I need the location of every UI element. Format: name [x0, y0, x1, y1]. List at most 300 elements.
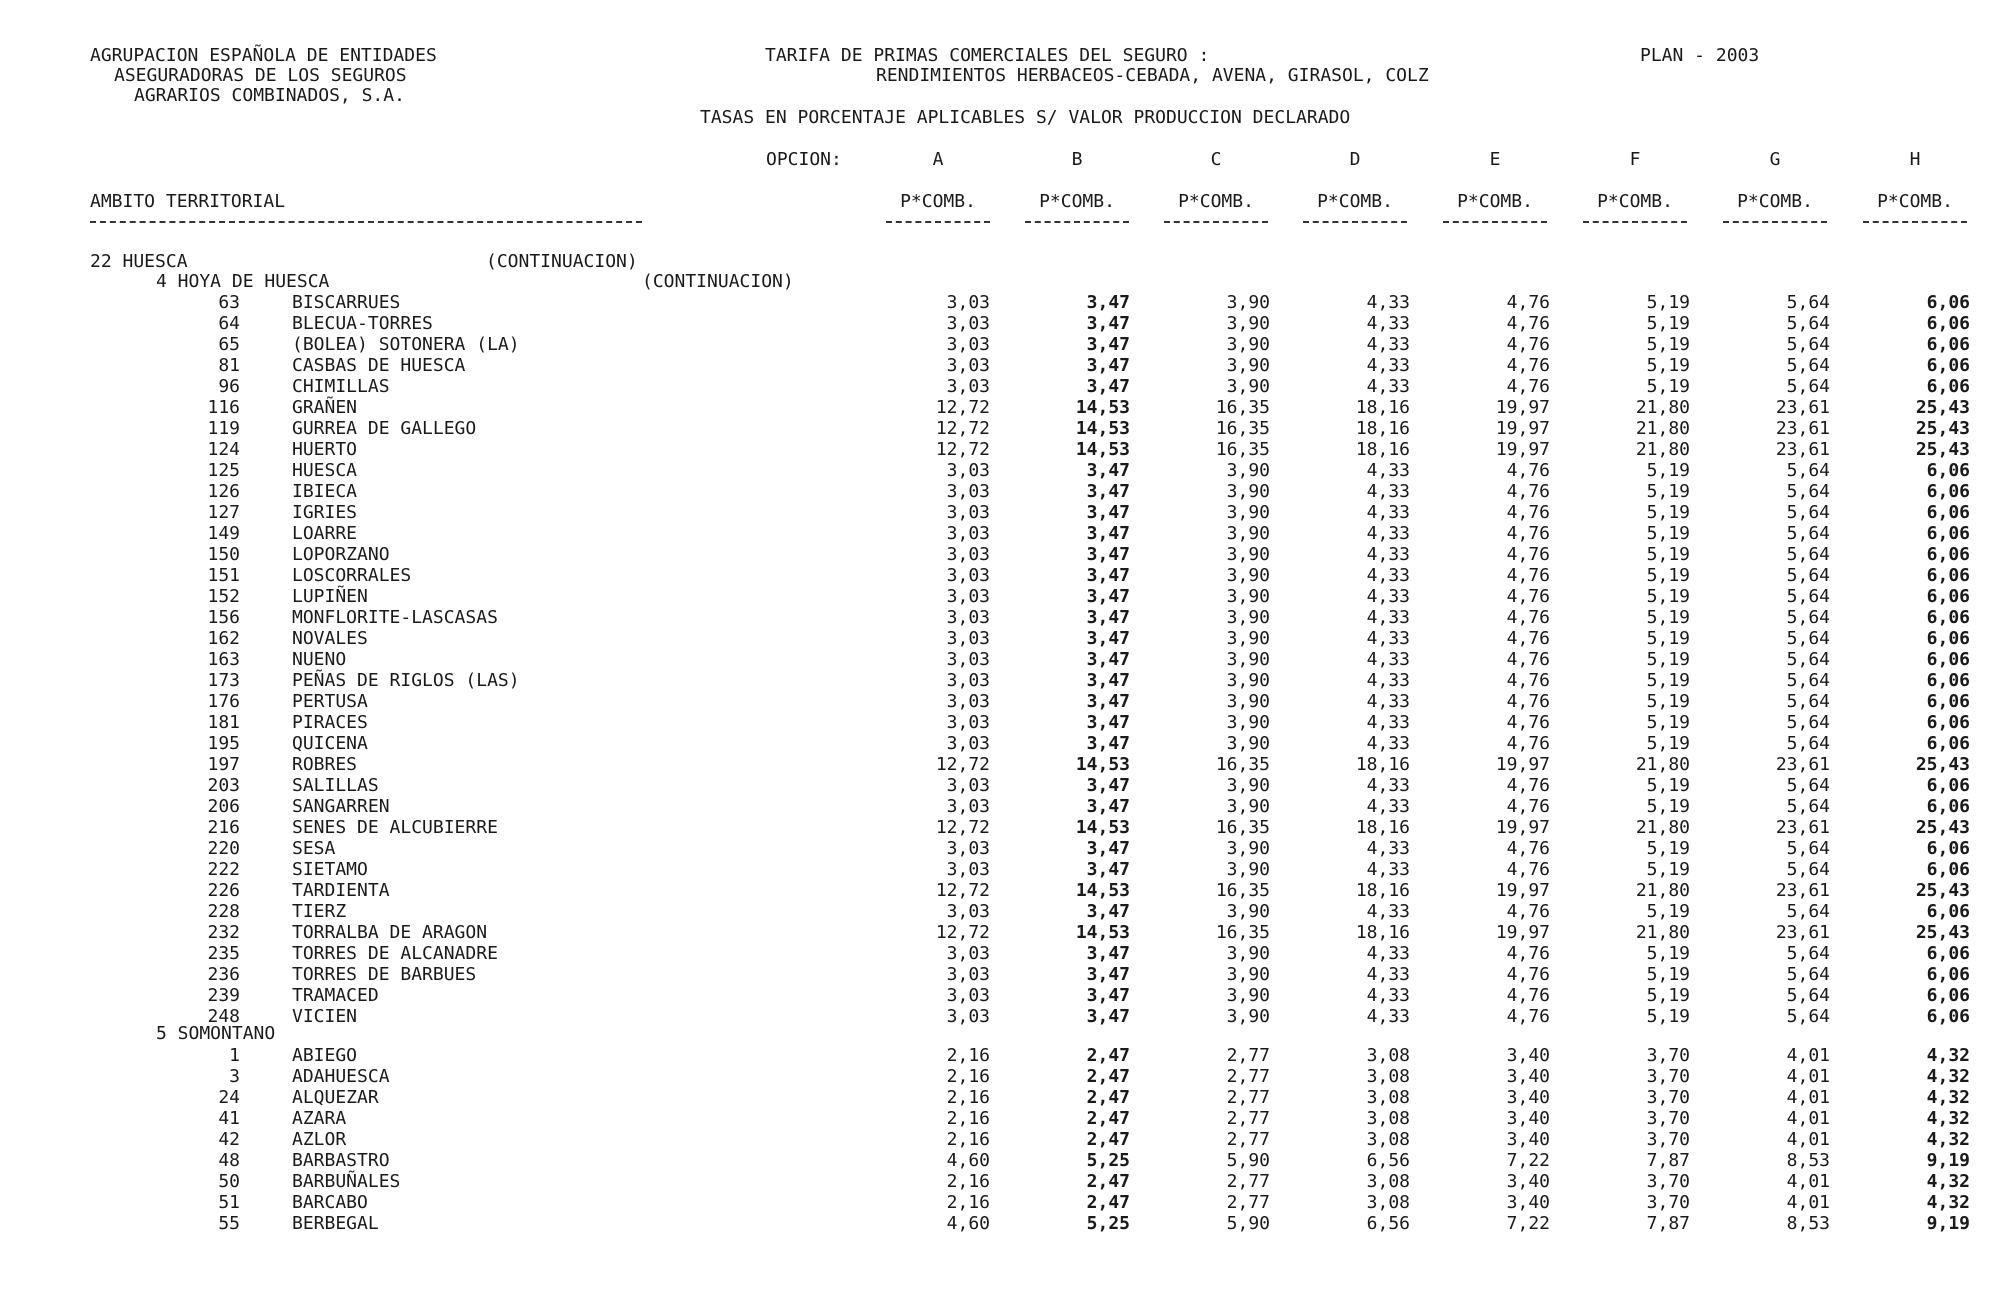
- rate-cell-c: 2,77: [1226, 1108, 1270, 1129]
- rate-cell-e: 4,76: [1506, 733, 1550, 754]
- municipality-name: HUESCA: [292, 460, 358, 481]
- column-underline: [1583, 221, 1687, 223]
- municipality-code: 50: [218, 1171, 240, 1192]
- rate-cell-d: 4,33: [1366, 376, 1410, 397]
- rate-cell-c: 2,77: [1226, 1045, 1270, 1066]
- rate-cell-c: 3,90: [1226, 670, 1270, 691]
- rate-cell-f: 3,70: [1646, 1129, 1690, 1150]
- rate-cell-b: 2,47: [1086, 1045, 1130, 1066]
- rate-cell-c: 3,90: [1226, 523, 1270, 544]
- municipality-code: 124: [207, 439, 240, 460]
- rate-cell-a: 3,03: [946, 544, 990, 565]
- rate-cell-a: 3,03: [946, 943, 990, 964]
- rate-cell-c: 3,90: [1226, 712, 1270, 733]
- rate-cell-c: 2,77: [1226, 1087, 1270, 1108]
- rate-cell-e: 4,76: [1506, 313, 1550, 334]
- municipality-code: 126: [207, 481, 240, 502]
- rate-cell-a: 3,03: [946, 334, 990, 355]
- rate-cell-a: 3,03: [946, 901, 990, 922]
- municipality-code: 236: [207, 964, 240, 985]
- rate-cell-d: 4,33: [1366, 502, 1410, 523]
- table-row: [0, 733, 2000, 754]
- rate-cell-e: 4,76: [1506, 838, 1550, 859]
- rate-cell-d: 6,56: [1366, 1213, 1410, 1234]
- municipality-name: AZARA: [292, 1108, 347, 1129]
- rate-cell-a: 12,72: [935, 880, 990, 901]
- rate-cell-d: 4,33: [1366, 544, 1410, 565]
- rate-cell-h: 6,06: [1926, 565, 1970, 586]
- municipality-name: NUENO: [292, 649, 347, 670]
- table-row: [0, 1087, 2000, 1108]
- rate-cell-g: 5,64: [1786, 376, 1830, 397]
- table-row: [0, 1192, 2000, 1213]
- rate-cell-g: 8,53: [1786, 1213, 1830, 1234]
- rate-cell-a: 12,72: [935, 817, 990, 838]
- rate-cell-h: 6,06: [1926, 943, 1970, 964]
- rate-cell-e: 4,76: [1506, 460, 1550, 481]
- rate-cell-c: 3,90: [1226, 733, 1270, 754]
- table-row: [0, 1045, 2000, 1066]
- rate-cell-e: 19,97: [1495, 418, 1550, 439]
- rate-cell-c: 3,90: [1226, 1006, 1270, 1027]
- table-row: [0, 334, 2000, 355]
- rate-cell-f: 5,19: [1646, 733, 1690, 754]
- comarca-heading-somontano: 5 SOMONTANO: [156, 1023, 276, 1044]
- municipality-code: 96: [218, 376, 240, 397]
- rate-cell-f: 5,19: [1646, 712, 1690, 733]
- table-row: [0, 523, 2000, 544]
- rate-cell-e: 4,76: [1506, 670, 1550, 691]
- municipality-code: 228: [207, 901, 240, 922]
- rate-cell-c: 3,90: [1226, 838, 1270, 859]
- rate-cell-g: 5,64: [1786, 334, 1830, 355]
- municipality-name: LOARRE: [292, 523, 358, 544]
- column-underline: [1303, 221, 1407, 223]
- rate-cell-h: 6,06: [1926, 670, 1970, 691]
- municipality-name: MONFLORITE-LASCASAS: [292, 607, 498, 628]
- rate-cell-a: 3,03: [946, 838, 990, 859]
- rate-cell-f: 5,19: [1646, 334, 1690, 355]
- table-row: [0, 943, 2000, 964]
- rate-cell-d: 4,33: [1366, 313, 1410, 334]
- rate-cell-a: 3,03: [946, 775, 990, 796]
- table-row: [0, 1006, 2000, 1027]
- municipality-name: ADAHUESCA: [292, 1066, 390, 1087]
- rate-cell-d: 18,16: [1355, 754, 1410, 775]
- rate-cell-c: 16,35: [1215, 817, 1270, 838]
- table-row: [0, 817, 2000, 838]
- municipality-code: 232: [207, 922, 240, 943]
- rate-cell-c: 3,90: [1226, 796, 1270, 817]
- municipality-code: 24: [218, 1087, 240, 1108]
- rate-cell-d: 4,33: [1366, 901, 1410, 922]
- rate-cell-g: 4,01: [1786, 1171, 1830, 1192]
- rate-cell-f: 5,19: [1646, 859, 1690, 880]
- rate-cell-e: 4,76: [1506, 481, 1550, 502]
- rate-cell-h: 6,06: [1926, 649, 1970, 670]
- rate-cell-d: 18,16: [1355, 922, 1410, 943]
- municipality-name: LUPIÑEN: [292, 586, 368, 607]
- table-row: [0, 1171, 2000, 1192]
- municipality-code: 220: [207, 838, 240, 859]
- rate-cell-h: 6,06: [1926, 859, 1970, 880]
- ambito-underline: [90, 221, 642, 223]
- rate-cell-b: 3,47: [1086, 796, 1130, 817]
- rate-cell-d: 4,33: [1366, 1006, 1410, 1027]
- table-row: [0, 292, 2000, 313]
- rate-cell-c: 3,90: [1226, 355, 1270, 376]
- rate-cell-d: 3,08: [1366, 1087, 1410, 1108]
- rate-cell-g: 5,64: [1786, 292, 1830, 313]
- column-underline: [1863, 221, 1967, 223]
- rate-cell-g: 5,64: [1786, 649, 1830, 670]
- rate-cell-h: 6,06: [1926, 691, 1970, 712]
- rate-cell-b: 3,47: [1086, 775, 1130, 796]
- rate-cell-h: 6,06: [1926, 313, 1970, 334]
- rate-cell-f: 5,19: [1646, 481, 1690, 502]
- municipality-code: 156: [207, 607, 240, 628]
- rate-cell-f: 21,80: [1635, 397, 1690, 418]
- option-label-d: D: [1349, 149, 1361, 170]
- municipality-name: CASBAS DE HUESCA: [292, 355, 466, 376]
- municipality-name: ROBRES: [292, 754, 358, 775]
- rate-cell-b: 3,47: [1086, 355, 1130, 376]
- rate-cell-d: 3,08: [1366, 1066, 1410, 1087]
- table-row: [0, 544, 2000, 565]
- municipality-code: 63: [218, 292, 240, 313]
- municipality-code: 226: [207, 880, 240, 901]
- option-label-f: F: [1629, 149, 1641, 170]
- rate-cell-e: 4,76: [1506, 292, 1550, 313]
- column-underline: [1443, 221, 1547, 223]
- rate-cell-h: 6,06: [1926, 481, 1970, 502]
- rate-cell-e: 19,97: [1495, 817, 1550, 838]
- table-row: [0, 1108, 2000, 1129]
- rate-cell-d: 3,08: [1366, 1129, 1410, 1150]
- municipality-name: VICIEN: [292, 1006, 358, 1027]
- rate-cell-a: 3,03: [946, 733, 990, 754]
- rate-cell-f: 7,87: [1646, 1213, 1690, 1234]
- rate-cell-g: 5,64: [1786, 586, 1830, 607]
- municipality-name: TORRALBA DE ARAGON: [292, 922, 488, 943]
- rate-cell-g: 5,64: [1786, 565, 1830, 586]
- rate-cell-e: 4,76: [1506, 649, 1550, 670]
- rate-cell-g: 4,01: [1786, 1129, 1830, 1150]
- rate-cell-a: 3,03: [946, 607, 990, 628]
- municipality-code: 239: [207, 985, 240, 1006]
- municipality-code: 149: [207, 523, 240, 544]
- rate-cell-f: 5,19: [1646, 292, 1690, 313]
- rate-cell-g: 5,64: [1786, 502, 1830, 523]
- rate-cell-h: 9,19: [1926, 1213, 1970, 1234]
- rate-cell-a: 12,72: [935, 439, 990, 460]
- column-underline: [1164, 221, 1268, 223]
- rate-cell-e: 4,76: [1506, 523, 1550, 544]
- rate-cell-c: 3,90: [1226, 334, 1270, 355]
- rate-cell-b: 3,47: [1086, 712, 1130, 733]
- rate-cell-d: 4,33: [1366, 796, 1410, 817]
- rate-cell-e: 4,76: [1506, 985, 1550, 1006]
- rate-cell-c: 3,90: [1226, 691, 1270, 712]
- rate-cell-f: 5,19: [1646, 565, 1690, 586]
- rate-cell-h: 6,06: [1926, 712, 1970, 733]
- rate-cell-c: 3,90: [1226, 565, 1270, 586]
- rate-cell-f: 5,19: [1646, 985, 1690, 1006]
- rate-cell-h: 6,06: [1926, 1006, 1970, 1027]
- rate-cell-h: 4,32: [1926, 1066, 1970, 1087]
- rate-cell-a: 3,03: [946, 628, 990, 649]
- rate-cell-a: 3,03: [946, 565, 990, 586]
- municipality-code: 235: [207, 943, 240, 964]
- rate-cell-b: 3,47: [1086, 460, 1130, 481]
- rate-cell-d: 4,33: [1366, 481, 1410, 502]
- table-row: [0, 691, 2000, 712]
- rate-cell-g: 5,64: [1786, 544, 1830, 565]
- table-row: [0, 670, 2000, 691]
- rate-cell-f: 5,19: [1646, 649, 1690, 670]
- rate-cell-b: 14,53: [1075, 439, 1130, 460]
- municipality-name: (BOLEA) SOTONERA (LA): [292, 334, 520, 355]
- rate-cell-b: 3,47: [1086, 943, 1130, 964]
- rate-cell-g: 4,01: [1786, 1066, 1830, 1087]
- rate-cell-e: 4,76: [1506, 859, 1550, 880]
- rate-cell-d: 4,33: [1366, 355, 1410, 376]
- rate-cell-h: 6,06: [1926, 460, 1970, 481]
- table-row: [0, 796, 2000, 817]
- column-subheader: P*COMB.: [1039, 191, 1115, 212]
- rate-cell-f: 5,19: [1646, 901, 1690, 922]
- municipality-code: 195: [207, 733, 240, 754]
- municipality-name: BISCARRUES: [292, 292, 401, 313]
- rate-cell-b: 14,53: [1075, 754, 1130, 775]
- rate-cell-b: 3,47: [1086, 964, 1130, 985]
- municipality-name: ALQUEZAR: [292, 1087, 379, 1108]
- rate-cell-a: 3,03: [946, 859, 990, 880]
- rate-cell-h: 4,32: [1926, 1087, 1970, 1108]
- rate-cell-b: 14,53: [1075, 397, 1130, 418]
- rate-cell-h: 25,43: [1915, 418, 1970, 439]
- rate-cell-h: 6,06: [1926, 985, 1970, 1006]
- column-underline: [1723, 221, 1827, 223]
- rate-cell-h: 4,32: [1926, 1192, 1970, 1213]
- rate-cell-a: 2,16: [946, 1108, 990, 1129]
- org-name-line2: ASEGURADORAS DE LOS SEGUROS: [114, 65, 407, 86]
- rate-cell-g: 8,53: [1786, 1150, 1830, 1171]
- rate-cell-e: 3,40: [1506, 1129, 1550, 1150]
- rate-cell-e: 19,97: [1495, 880, 1550, 901]
- rate-cell-e: 19,97: [1495, 397, 1550, 418]
- rate-cell-c: 3,90: [1226, 964, 1270, 985]
- rate-cell-h: 4,32: [1926, 1108, 1970, 1129]
- municipality-code: 51: [218, 1192, 240, 1213]
- rate-cell-b: 3,47: [1086, 376, 1130, 397]
- table-row: [0, 355, 2000, 376]
- rate-cell-a: 2,16: [946, 1087, 990, 1108]
- rate-cell-b: 3,47: [1086, 565, 1130, 586]
- municipality-code: 181: [207, 712, 240, 733]
- rate-cell-g: 5,64: [1786, 901, 1830, 922]
- rate-cell-e: 3,40: [1506, 1045, 1550, 1066]
- rate-cell-a: 3,03: [946, 586, 990, 607]
- rate-cell-h: 9,19: [1926, 1150, 1970, 1171]
- rate-cell-c: 5,90: [1226, 1150, 1270, 1171]
- municipality-code: 203: [207, 775, 240, 796]
- rate-cell-e: 4,76: [1506, 712, 1550, 733]
- rate-cell-d: 4,33: [1366, 838, 1410, 859]
- org-name-line1: AGRUPACION ESPAÑOLA DE ENTIDADES: [90, 45, 437, 66]
- rate-cell-a: 3,03: [946, 1006, 990, 1027]
- rate-cell-d: 3,08: [1366, 1045, 1410, 1066]
- rate-cell-a: 2,16: [946, 1171, 990, 1192]
- rate-cell-c: 3,90: [1226, 649, 1270, 670]
- table-row: [0, 901, 2000, 922]
- rate-cell-e: 4,76: [1506, 544, 1550, 565]
- municipality-name: LOSCORRALES: [292, 565, 412, 586]
- municipality-name: GURREA DE GALLEGO: [292, 418, 477, 439]
- rate-cell-c: 16,35: [1215, 418, 1270, 439]
- ambito-label: AMBITO TERRITORIAL: [90, 191, 286, 212]
- table-row: [0, 964, 2000, 985]
- plan-label: PLAN - 2003: [1640, 45, 1760, 66]
- rate-cell-e: 4,76: [1506, 628, 1550, 649]
- rate-cell-g: 23,61: [1775, 922, 1830, 943]
- rate-cell-b: 3,47: [1086, 292, 1130, 313]
- rate-cell-b: 3,47: [1086, 838, 1130, 859]
- rate-cell-d: 4,33: [1366, 523, 1410, 544]
- table-row: [0, 1129, 2000, 1150]
- rate-cell-f: 5,19: [1646, 691, 1690, 712]
- rate-cell-b: 3,47: [1086, 523, 1130, 544]
- municipality-name: NOVALES: [292, 628, 368, 649]
- municipality-name: TORRES DE ALCANADRE: [292, 943, 498, 964]
- table-row: [0, 649, 2000, 670]
- rates-subtitle: TASAS EN PORCENTAJE APLICABLES S/ VALOR PRODUCCION DECLARADO: [700, 107, 1351, 128]
- option-label-c: C: [1210, 149, 1222, 170]
- rate-cell-b: 3,47: [1086, 691, 1130, 712]
- rate-cell-f: 21,80: [1635, 418, 1690, 439]
- rate-cell-c: 3,90: [1226, 586, 1270, 607]
- rate-cell-e: 4,76: [1506, 943, 1550, 964]
- rate-cell-c: 2,77: [1226, 1171, 1270, 1192]
- table-row: [0, 859, 2000, 880]
- rate-cell-a: 12,72: [935, 922, 990, 943]
- municipality-code: 151: [207, 565, 240, 586]
- rate-cell-b: 14,53: [1075, 418, 1130, 439]
- rate-cell-c: 5,90: [1226, 1213, 1270, 1234]
- rate-cell-f: 5,19: [1646, 523, 1690, 544]
- rate-cell-c: 2,77: [1226, 1129, 1270, 1150]
- rate-cell-c: 3,90: [1226, 376, 1270, 397]
- rate-cell-d: 3,08: [1366, 1192, 1410, 1213]
- comarca-note: (CONTINUACION): [642, 271, 794, 292]
- rate-cell-h: 6,06: [1926, 502, 1970, 523]
- rate-cell-d: 4,33: [1366, 964, 1410, 985]
- table-row: [0, 586, 2000, 607]
- municipality-code: 176: [207, 691, 240, 712]
- opcion-label: OPCION:: [766, 149, 842, 170]
- rate-cell-g: 23,61: [1775, 817, 1830, 838]
- rate-cell-d: 6,56: [1366, 1150, 1410, 1171]
- rate-cell-h: 6,06: [1926, 607, 1970, 628]
- rate-cell-d: 18,16: [1355, 418, 1410, 439]
- municipality-name: TIERZ: [292, 901, 347, 922]
- rate-cell-e: 4,76: [1506, 775, 1550, 796]
- municipality-name: BARCABO: [292, 1192, 368, 1213]
- municipality-code: 55: [218, 1213, 240, 1234]
- option-label-b: B: [1071, 149, 1083, 170]
- municipality-name: SESA: [292, 838, 336, 859]
- rate-cell-f: 5,19: [1646, 628, 1690, 649]
- tariff-title: TARIFA DE PRIMAS COMERCIALES DEL SEGURO :: [765, 45, 1210, 66]
- rate-cell-f: 3,70: [1646, 1171, 1690, 1192]
- rate-cell-h: 25,43: [1915, 817, 1970, 838]
- rate-cell-a: 3,03: [946, 502, 990, 523]
- rate-cell-e: 4,76: [1506, 376, 1550, 397]
- rate-cell-d: 4,33: [1366, 628, 1410, 649]
- rate-cell-b: 2,47: [1086, 1129, 1130, 1150]
- rate-cell-b: 3,47: [1086, 544, 1130, 565]
- table-row: [0, 985, 2000, 1006]
- rate-cell-g: 5,64: [1786, 796, 1830, 817]
- rate-cell-a: 3,03: [946, 691, 990, 712]
- rate-cell-f: 5,19: [1646, 775, 1690, 796]
- rate-cell-e: 3,40: [1506, 1066, 1550, 1087]
- rate-cell-d: 3,08: [1366, 1108, 1410, 1129]
- rate-cell-b: 3,47: [1086, 628, 1130, 649]
- rate-cell-g: 5,64: [1786, 355, 1830, 376]
- rate-cell-h: 6,06: [1926, 523, 1970, 544]
- rate-cell-a: 3,03: [946, 670, 990, 691]
- rate-cell-g: 4,01: [1786, 1108, 1830, 1129]
- rate-cell-b: 3,47: [1086, 733, 1130, 754]
- rate-cell-f: 5,19: [1646, 502, 1690, 523]
- rate-cell-b: 3,47: [1086, 313, 1130, 334]
- rate-cell-d: 4,33: [1366, 775, 1410, 796]
- rate-cell-a: 2,16: [946, 1066, 990, 1087]
- rate-cell-c: 3,90: [1226, 460, 1270, 481]
- rate-cell-h: 6,06: [1926, 292, 1970, 313]
- rate-cell-b: 5,25: [1086, 1150, 1130, 1171]
- rate-cell-h: 25,43: [1915, 397, 1970, 418]
- municipality-code: 3: [229, 1066, 240, 1087]
- rate-cell-c: 3,90: [1226, 943, 1270, 964]
- rate-cell-g: 5,64: [1786, 670, 1830, 691]
- rate-cell-g: 5,64: [1786, 628, 1830, 649]
- rate-cell-c: 3,90: [1226, 985, 1270, 1006]
- rate-cell-h: 4,32: [1926, 1045, 1970, 1066]
- municipality-name: PIRACES: [292, 712, 368, 733]
- rate-cell-c: 2,77: [1226, 1066, 1270, 1087]
- municipality-name: BARBUÑALES: [292, 1171, 401, 1192]
- rate-cell-h: 6,06: [1926, 838, 1970, 859]
- rate-cell-g: 5,64: [1786, 460, 1830, 481]
- rate-cell-f: 5,19: [1646, 586, 1690, 607]
- rate-cell-g: 5,64: [1786, 523, 1830, 544]
- municipality-name: QUICENA: [292, 733, 368, 754]
- rate-cell-b: 2,47: [1086, 1087, 1130, 1108]
- rate-cell-b: 5,25: [1086, 1213, 1130, 1234]
- rate-cell-b: 14,53: [1075, 922, 1130, 943]
- rate-cell-b: 3,47: [1086, 481, 1130, 502]
- table-row: [0, 712, 2000, 733]
- table-row: [0, 775, 2000, 796]
- rate-cell-h: 25,43: [1915, 439, 1970, 460]
- rate-cell-e: 4,76: [1506, 796, 1550, 817]
- rate-cell-a: 4,60: [946, 1213, 990, 1234]
- rate-cell-e: 4,76: [1506, 355, 1550, 376]
- rate-cell-e: 3,40: [1506, 1171, 1550, 1192]
- option-label-h: H: [1909, 149, 1921, 170]
